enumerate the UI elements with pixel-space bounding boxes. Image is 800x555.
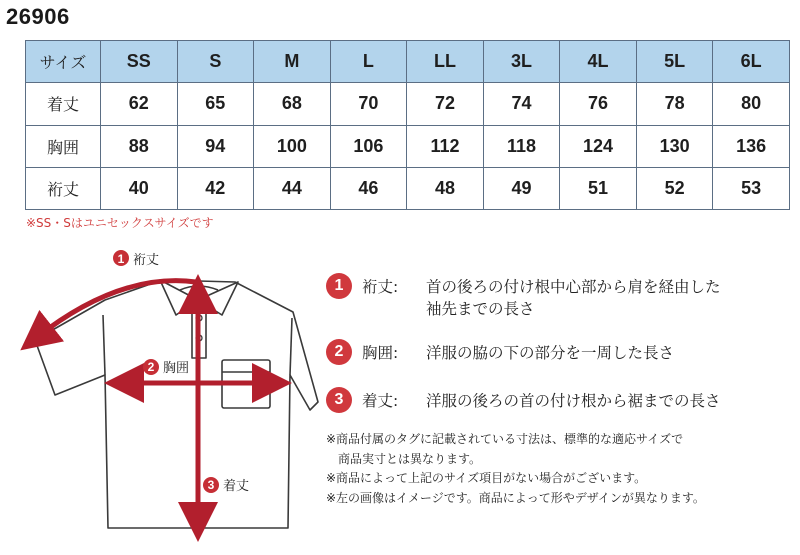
shirt-outline: [35, 280, 318, 528]
row-label: 胸囲: [26, 125, 101, 167]
table-cell: 106: [330, 125, 407, 167]
legend-term-3: 着丈:: [362, 392, 399, 410]
table-cell: 74: [483, 83, 560, 125]
legend-desc-1: 首の後ろの付け根中心部から肩を経由した: [426, 278, 721, 296]
table-cell: 124: [560, 125, 637, 167]
note-line: ※商品付属のタグに記載されている寸法は、標準的な適応サイズで: [326, 432, 684, 446]
header-cell: 4L: [560, 41, 637, 83]
polo-shirt-illustration: [0, 230, 320, 555]
table-cell: 100: [254, 125, 331, 167]
unisex-note: ※SS・Sはユニセックスサイズです: [26, 216, 214, 230]
notes: [326, 430, 705, 508]
note-line: 商品実寸とは異なります。: [326, 451, 482, 466]
header-cell: 3L: [483, 41, 560, 83]
table-cell: 136: [713, 125, 790, 167]
legend-term-1: 裄丈:: [362, 278, 399, 296]
table-cell: 94: [177, 125, 254, 167]
table-cell: 52: [636, 167, 713, 209]
table-cell: 72: [407, 83, 484, 125]
table-row: [26, 83, 790, 125]
figure-label-2: [143, 359, 189, 376]
figure-badge-1-num: 1: [117, 252, 125, 266]
figure-label-3-text: 着丈: [223, 479, 250, 494]
legend-badge-2: 2: [326, 339, 352, 365]
table-cell: 112: [407, 125, 484, 167]
legend-badge-1: 1: [326, 273, 352, 299]
table-cell: 51: [560, 167, 637, 209]
note-line: ※商品によって上記のサイズ項目がない場合がございます。: [326, 471, 647, 485]
table-cell: 130: [636, 125, 713, 167]
note-line: ※左の画像はイメージです。商品によって形やデザインが異なります。: [326, 490, 705, 505]
table-row: [26, 167, 790, 209]
header-cell: 6L: [713, 41, 790, 83]
table-cell: 46: [330, 167, 407, 209]
table-cell: 42: [177, 167, 254, 209]
figure-label-3: [203, 477, 249, 494]
table-row: [26, 125, 790, 167]
header-cell: サイズ: [26, 41, 101, 83]
table-cell: 53: [713, 167, 790, 209]
table-cell: 78: [636, 83, 713, 125]
table-cell: 40: [101, 167, 178, 209]
table-cell: 48: [407, 167, 484, 209]
figure-label-1: [113, 250, 159, 268]
legend-desc-1b: 袖先までの長さ: [426, 300, 535, 318]
table-cell: 44: [254, 167, 331, 209]
table-cell: 65: [177, 83, 254, 125]
figure-badge-3-num: 3: [207, 478, 215, 492]
table-cell: 76: [560, 83, 637, 125]
figure-badge-2-num: 2: [147, 360, 155, 374]
legend-desc-3: 洋服の後ろの首の付け根から裾までの長さ: [426, 392, 721, 410]
size-table-header-row: [26, 41, 790, 83]
table-cell: 68: [254, 83, 331, 125]
header-cell: SS: [101, 41, 178, 83]
table-cell: 70: [330, 83, 407, 125]
table-cell: 118: [483, 125, 560, 167]
figure-label-2-text: 胸囲: [163, 361, 190, 376]
header-cell: M: [254, 41, 331, 83]
legend-badge-3: 3: [326, 387, 352, 413]
table-cell: 88: [101, 125, 178, 167]
legend-term-2: 胸囲:: [362, 344, 399, 362]
header-cell: L: [330, 41, 407, 83]
header-cell: S: [177, 41, 254, 83]
table-cell: 49: [483, 167, 560, 209]
header-cell: LL: [407, 41, 484, 83]
product-code: 26906: [6, 4, 70, 29]
size-table: [25, 40, 790, 210]
header-cell: 5L: [636, 41, 713, 83]
row-label: 裄丈: [26, 167, 101, 209]
row-label: 着丈: [26, 83, 101, 125]
table-cell: 62: [101, 83, 178, 125]
table-cell: 80: [713, 83, 790, 125]
figure-label-1-text: 裄丈: [133, 253, 160, 268]
legend-desc-2: 洋服の脇の下の部分を一周した長さ: [426, 344, 675, 362]
